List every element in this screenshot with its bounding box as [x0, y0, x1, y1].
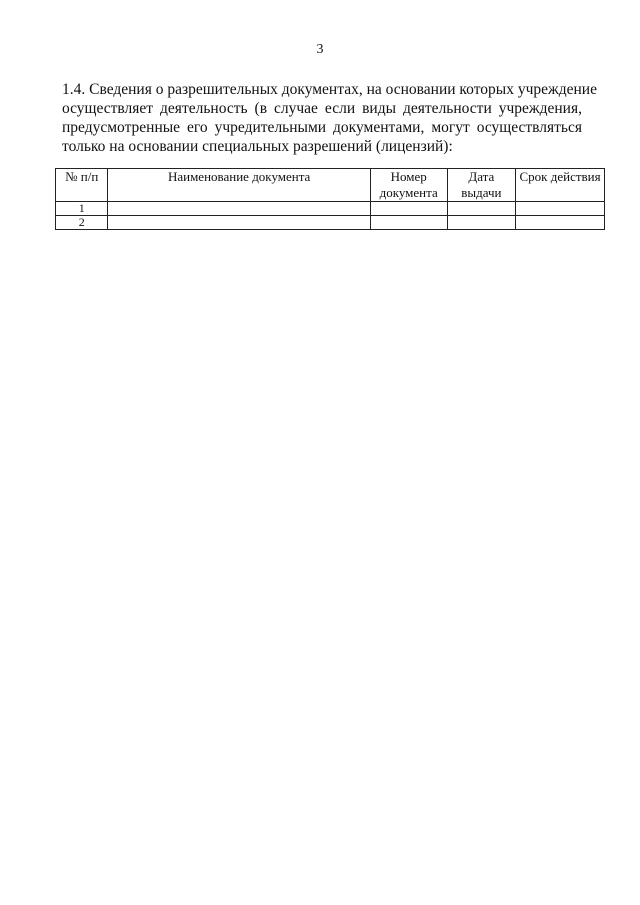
paragraph-line: осуществляет деятельность (в случае если виды деятельности учреждения,	[62, 100, 582, 117]
header-doc-number: Номер документа	[370, 169, 447, 202]
header-issue-date: Дата выдачи	[447, 169, 516, 202]
header-name: Наименование документа	[108, 169, 370, 202]
cell-num: 1	[56, 202, 108, 216]
cell-doc-number	[370, 216, 447, 230]
table-row	[56, 216, 605, 230]
cell-term	[516, 202, 605, 216]
cell-doc-number	[370, 202, 447, 216]
paragraph-line: предусмотренные его учредительными документами, могут осуществляться	[62, 119, 582, 136]
cell-name	[108, 216, 370, 230]
header-term: Срок действия	[516, 169, 605, 202]
cell-num: 2	[56, 216, 108, 230]
cell-name	[108, 202, 370, 216]
header-num: № п/п	[56, 169, 108, 202]
section-paragraph	[62, 80, 597, 156]
paragraph-line: 1.4. Сведения о разрешительных документах, на основании которых учреждение	[62, 81, 597, 98]
cell-issue-date	[447, 202, 516, 216]
table-header-row	[56, 169, 605, 202]
paragraph-line: только на основании специальных разрешений (лицензий):	[62, 138, 453, 155]
cell-term	[516, 216, 605, 230]
page-number: 3	[316, 42, 324, 57]
cell-issue-date	[447, 216, 516, 230]
permits-table	[55, 168, 605, 230]
table-row	[56, 202, 605, 216]
